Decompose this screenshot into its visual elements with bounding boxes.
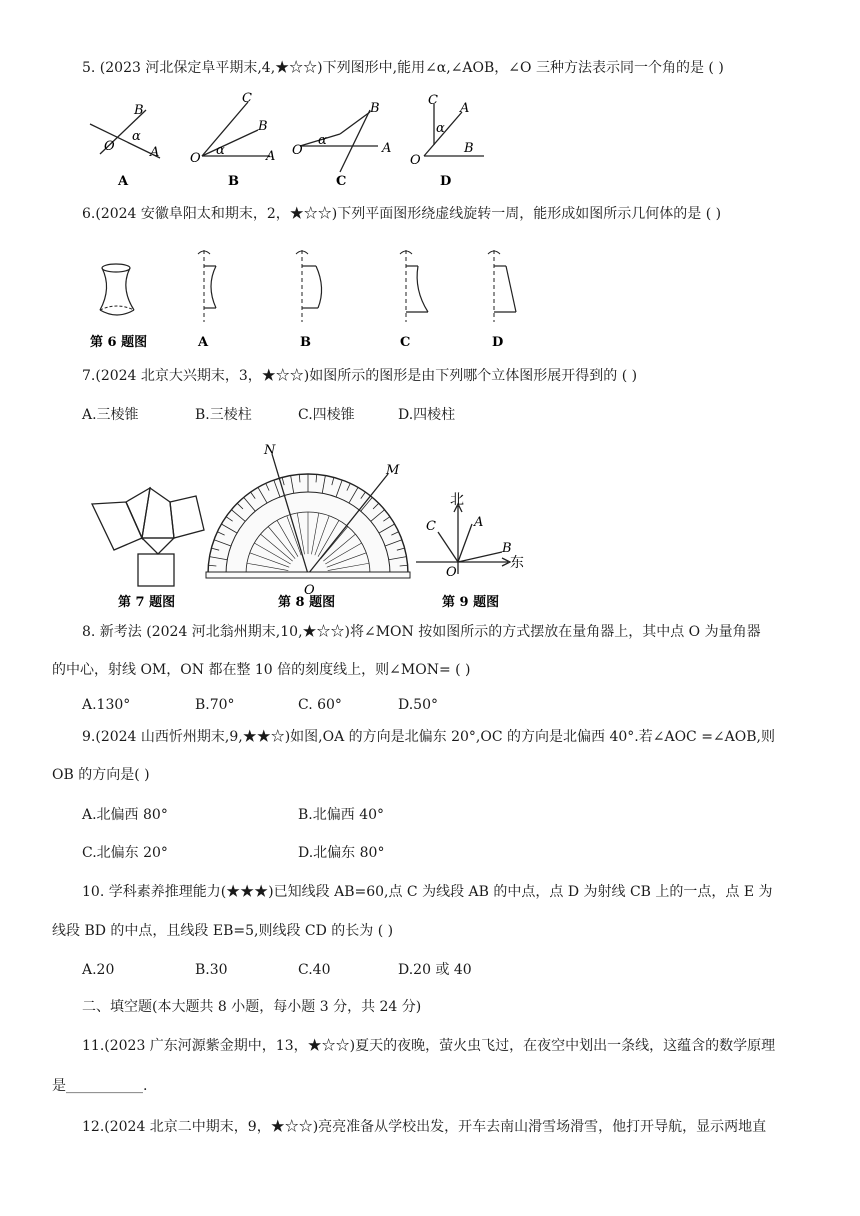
q7-option-b: B.三棱柱 <box>195 407 252 423</box>
q9-option-a: A.北偏西 80° <box>82 807 168 823</box>
q5-stem: 5. (2023 河北保定阜平期末,4,★☆☆)下列图形中,能用∠α,∠AOB，∠O 三种方法表示同一个角的是 ( ) <box>82 60 724 76</box>
q5b-label-c: C <box>242 91 252 106</box>
q9-compass-figure <box>416 504 510 574</box>
q5b-label-o: O <box>190 151 201 166</box>
q6-option-b-figure <box>296 250 322 350</box>
q5d-label-alpha: α <box>436 121 445 136</box>
q5c-label-b: B <box>370 101 380 116</box>
q5-option-c: C <box>336 174 347 189</box>
q6-solid-figure <box>90 264 147 350</box>
q6-stem: 6.(2024 安徽阜阳太和期末，2，★☆☆)下列平面图形绕虚线旋转一周，能形成如图所示几何体的是 ( ) <box>82 206 722 222</box>
q5-option-b: B <box>228 174 239 189</box>
q8-option-d: D.50° <box>398 697 438 713</box>
q5-figure-b <box>190 91 275 189</box>
q9-label-b: B <box>502 541 512 556</box>
q5b-label-a: A <box>266 149 276 164</box>
q6-option-d-figure <box>488 250 516 350</box>
q7-net-figure <box>92 488 204 586</box>
q5d-label-a: A <box>460 101 470 116</box>
q9-option-b: B.北偏西 40° <box>298 807 385 823</box>
q9-label-east: 东 <box>510 555 524 571</box>
q8-label-o: O <box>304 583 315 598</box>
q5c-label-o: O <box>292 143 303 158</box>
q9-label-north: 北 <box>450 492 464 508</box>
q5-figure-d <box>410 93 484 189</box>
q5a-label-o: O <box>104 139 115 154</box>
q11-stem-line1: 11.(2023 广东河源紫金期中，13，★☆☆)夏天的夜晚，萤火虫飞过，在夜空中划出一条线，这蕴含的数学原理 <box>82 1038 776 1054</box>
q6-option-c: C <box>400 335 411 350</box>
q9-caption: 第 9 题图 <box>442 595 500 610</box>
q10-stem-line1: 10. 学科素养推理能力(★★★)已知线段 AB=60,点 C 为线段 AB 的中点，点 D 为射线 CB 上的一点，点 E 为 <box>82 884 773 900</box>
q8-caption: 第 8 题图 <box>278 595 336 610</box>
q9-stem-line1: 9.(2024 山西忻州期末,9,★★☆)如图,OA 的方向是北偏东 20°,OC 的方向是北偏西 40°.若∠AOC =∠AOB,则 <box>82 729 775 745</box>
q11-stem-line2: 是___________. <box>52 1078 148 1094</box>
section2-heading: 二、填空题(本大题共 8 小题，每小题 3 分，共 24 分) <box>82 999 422 1015</box>
q10-option-c: C.40 <box>298 962 331 978</box>
q8-protractor-figure <box>206 443 410 598</box>
q10-option-d: D.20 或 40 <box>398 962 472 978</box>
q10-option-a: A.20 <box>82 962 115 978</box>
q6-option-d: D <box>492 335 504 350</box>
q5a-label-a: A <box>150 145 160 160</box>
q6-option-a-figure <box>197 250 216 350</box>
q5b-label-b: B <box>258 119 268 134</box>
q5c-label-alpha: α <box>318 133 327 148</box>
q7-q9-figures <box>0 440 860 615</box>
q10-stem-line2: 线段 BD 的中点，且线段 EB=5,则线段 CD 的长为 ( ) <box>52 923 394 939</box>
q8-label-n: N <box>264 443 276 458</box>
q5a-label-alpha: α <box>132 129 141 144</box>
q5b-label-alpha: α <box>216 143 225 158</box>
q8-stem-line1: 8. 新考法 (2024 河北翁州期末,10,★☆☆)将∠MON 按如图所示的方式摆放在量角器上，其中点 O 为量角器 <box>82 624 761 640</box>
q7-option-a: A.三棱锥 <box>82 407 139 423</box>
q7-option-c: C.四棱锥 <box>298 407 355 423</box>
q9-option-c: C.北偏东 20° <box>82 845 168 861</box>
q6-option-a: A <box>198 335 209 350</box>
q9-label-o: O <box>446 565 457 580</box>
q7-caption: 第 7 题图 <box>118 595 176 610</box>
q5-option-d: D <box>440 174 452 189</box>
q9-option-d: D.北偏东 80° <box>298 845 385 861</box>
q6-option-c-figure <box>400 250 428 350</box>
q6-figures <box>0 236 860 356</box>
q5-option-a: A <box>118 174 129 189</box>
q5c-label-a: A <box>382 141 392 156</box>
q10-option-b: B.30 <box>195 962 228 978</box>
q5d-label-o: O <box>410 153 421 168</box>
q9-label-a: A <box>474 515 484 530</box>
q8-stem-line2: 的中心，射线 OM，ON 都在整 10 倍的刻度线上，则∠MON= ( ) <box>52 662 471 678</box>
q7-option-d: D.四棱柱 <box>398 407 456 423</box>
q5d-label-c: C <box>428 93 438 108</box>
q6-option-b: B <box>300 335 311 350</box>
q5d-label-b: B <box>464 141 474 156</box>
q9-stem-line2: OB 的方向是( ) <box>52 767 150 783</box>
q9-label-c: C <box>426 519 436 534</box>
q8-option-b: B.70° <box>195 697 235 713</box>
q8-label-m: M <box>386 463 400 478</box>
q5-figure-c <box>292 101 391 189</box>
q8-option-c: C. 60° <box>298 697 342 713</box>
q12-stem-line1: 12.(2024 北京二中期末，9，★☆☆)亮亮准备从学校出发，开车去南山滑雪场滑雪，他打开导航，显示两地直 <box>82 1119 767 1135</box>
q7-stem: 7.(2024 北京大兴期末，3，★☆☆)如图所示的图形是由下列哪个立体图形展开得到的 ( ) <box>82 368 638 384</box>
q5-figure-a <box>90 103 160 189</box>
q8-option-a: A.130° <box>82 697 131 713</box>
q5a-label-b: B <box>134 103 144 118</box>
q6-caption: 第 6 题图 <box>90 335 148 350</box>
